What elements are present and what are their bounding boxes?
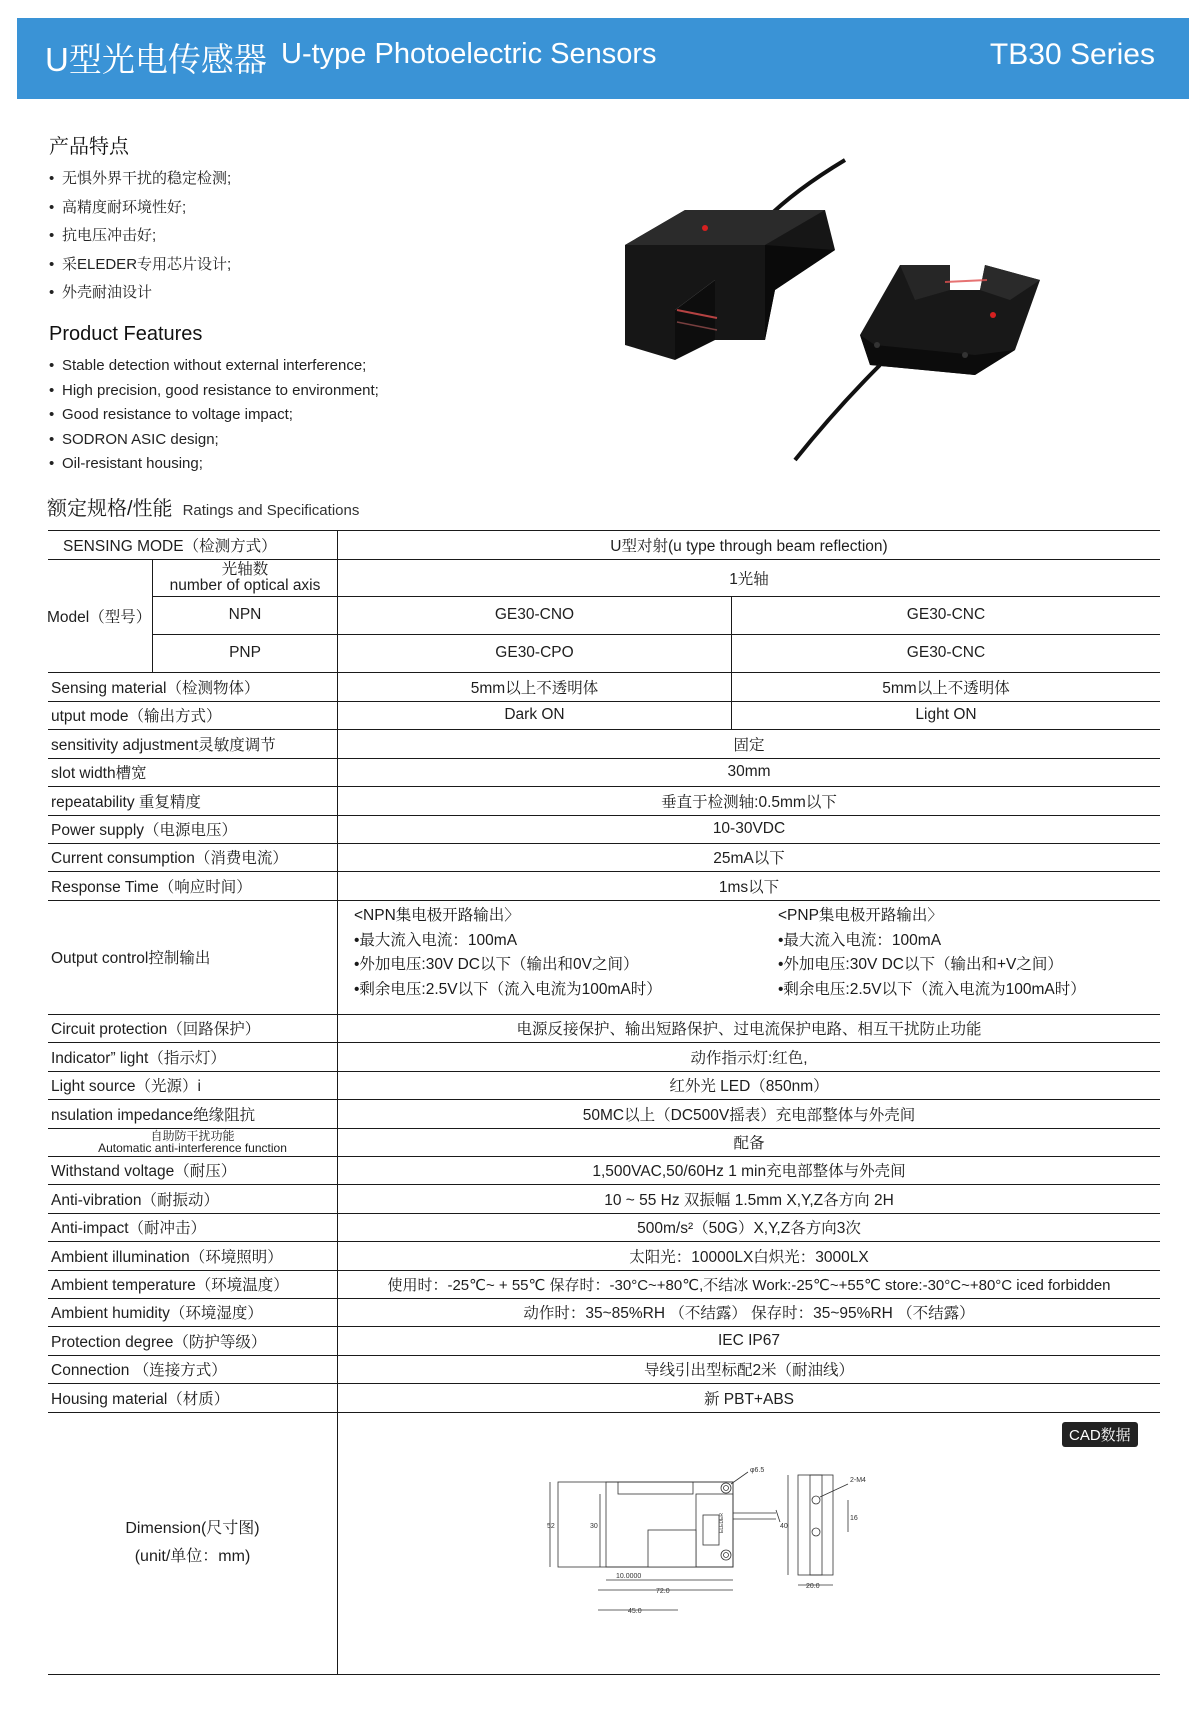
npn-line: •剩余电压:2.5V以下（流入电流为100mA时） — [354, 980, 662, 998]
title-cn: U型光电传感器 — [45, 41, 267, 78]
spec-value-humidity: 动作时：35~85%RH （不结露） 保存时：35~95%RH （不结露） — [523, 1305, 975, 1322]
feature-cn-item: • 无惧外界干扰的稳定检测; — [49, 165, 231, 194]
spec-value-sensing-material-a: 5mm以上不透明体 — [470, 679, 599, 697]
spec-label-current: Current consumption（消费电流） — [51, 850, 288, 867]
product-photo — [615, 150, 1045, 470]
feature-en-item: • SODRON ASIC design; — [49, 428, 379, 453]
spec-value-anti-vibration: 10 ~ 55 Hz 双振幅 1.5mm X,Y,Z各方向 2H — [604, 1191, 894, 1209]
features-en-list — [49, 354, 379, 477]
spec-value-npn-b: GE30-CNC — [906, 606, 986, 623]
feature-cn-item: • 外壳耐油设计 — [49, 279, 231, 308]
dim-phi: φ6.5 — [750, 1467, 765, 1474]
dim-side-height: 40 — [780, 1523, 788, 1530]
anti-interference-cn: 自助防干扰功能 — [150, 1129, 235, 1143]
spec-label-insulation: nsulation impedance绝缘阻抗 — [51, 1106, 256, 1124]
series-label: TB30 Series — [989, 38, 1155, 71]
spec-value-protection: IEC IP67 — [717, 1331, 781, 1349]
spec-label-npn: NPN — [228, 606, 262, 623]
spec-value-repeatability: 垂直于检测轴:0.5mm以下 — [661, 793, 837, 811]
dim-pitch: 45.0 — [628, 1608, 642, 1615]
feature-cn-item: • 采ELEDER专用芯片设计; — [49, 251, 231, 280]
output-control-pnp — [778, 904, 1086, 1002]
spec-label-repeatability: repeatability 重复精度 — [51, 793, 201, 811]
spec-heading-en: Ratings and Specifications — [182, 502, 360, 519]
spec-label-withstand: Withstand voltage（耐压） — [51, 1163, 237, 1180]
spec-value-power-supply: 10-30VDC — [712, 820, 786, 837]
spec-value-anti-impact: 500m/s²（50G）X,Y,Z各方向3次 — [637, 1220, 861, 1237]
spec-value-indicator: 动作指示灯:红色, — [690, 1049, 808, 1067]
spec-label-connection: Connection （连接方式） — [51, 1362, 227, 1379]
spec-label-dimension — [48, 1412, 337, 1674]
spec-heading-cn: 额定规格/性能 — [47, 498, 173, 520]
spec-label-slot-width: slot width槽宽 — [51, 765, 147, 782]
spec-label-model: Model（型号） — [47, 608, 152, 626]
feature-en-item: • High precision, good resistance to environment; — [49, 379, 379, 404]
pnp-line: •最大流入电流：100mA — [778, 931, 942, 949]
spec-label-power-supply: Power supply（电源电压） — [51, 822, 238, 839]
spec-label-housing: Housing material（材质） — [51, 1390, 230, 1408]
spec-value-light-source: 红外光 LED（850nm） — [669, 1078, 829, 1095]
pnp-line: •剩余电压:2.5V以下（流入电流为100mA时） — [778, 980, 1086, 998]
spec-value-illumination: 太阳光：10000LX白炽光：3000LX — [629, 1248, 869, 1266]
spec-label-light-source: Light source（光源）i — [51, 1078, 201, 1095]
spec-value-sensing-mode: U型对射(u type through beam reflection) — [610, 537, 888, 555]
title-en: U-type Photoelectric Sensors — [281, 38, 657, 70]
spec-value-pnp-b: GE30-CNC — [906, 644, 986, 661]
feature-en-item: • Stable detection without external interference; — [49, 354, 379, 379]
features-cn-title: 产品特点 — [49, 136, 129, 158]
npn-line: •最大流入电流：100mA — [354, 931, 518, 949]
dim-offset: 10.0000 — [616, 1573, 642, 1580]
spec-label-sensing-mode: SENSING MODE（检测方式） — [63, 537, 277, 555]
spec-value-sensitivity: 固定 — [733, 736, 765, 754]
npn-line: <NPN集电极开路输出〉 — [354, 907, 520, 924]
spec-label-response: Response Time（响应时间） — [51, 878, 252, 896]
feature-cn-item: • 高精度耐环境性好; — [49, 194, 231, 223]
spec-label-anti-vibration: Anti-vibration（耐振动） — [51, 1191, 219, 1209]
features-cn-list — [49, 165, 231, 308]
anti-interference-en: Automatic anti-interference function — [98, 1141, 287, 1155]
dim-hole-spacing: 16 — [850, 1515, 858, 1522]
spec-value-circuit-protection: 电源反接保护、输出短路保护、过电流保护电路、相互干扰防止功能 — [516, 1021, 982, 1038]
spec-label-indicator: Indicator” light（指示灯） — [51, 1049, 226, 1067]
spec-value-pnp-a: GE30-CPO — [495, 644, 574, 661]
spec-label-sensitivity: sensitivity adjustment灵敏度调节 — [51, 736, 276, 754]
spec-value-connection: 导线引出型标配2米（耐油线） — [643, 1362, 855, 1379]
drawing-logo: ELEDER — [719, 1512, 725, 1533]
features-en-title: Product Features — [49, 323, 203, 345]
dimension-unit: (unit/单位：mm) — [134, 1548, 251, 1565]
spec-label-humidity: Ambient humidity（环境湿度） — [51, 1305, 263, 1322]
spec-value-sensing-material-b: 5mm以上不透明体 — [882, 679, 1010, 697]
header-banner — [17, 18, 1189, 99]
spec-value-optical-axis: 1光轴 — [729, 570, 769, 588]
spec-value-output-mode-a: Dark ON — [504, 706, 565, 723]
dim-screw: 2-M4 — [850, 1477, 866, 1484]
spec-value-temperature: 使用时：-25℃~ + 55℃ 保存时：-30°C~+80℃,不结冰 Work:-25℃~+55℃ store:-30°C~+80°C iced forbidden — [387, 1276, 1111, 1294]
spec-label-anti-interference — [48, 1128, 337, 1156]
spec-value-housing: 新 PBT+ABS — [703, 1390, 795, 1408]
feature-cn-item: • 抗电压冲击好; — [49, 222, 231, 251]
spec-value-output-mode-b: Light ON — [915, 706, 977, 723]
spec-label-output-control: Output control控制输出 — [51, 950, 211, 967]
spec-label-anti-impact: Anti-impact（耐冲击） — [51, 1220, 207, 1237]
spec-value-response: 1ms以下 — [718, 878, 780, 896]
spec-value-current: 25mA以下 — [713, 850, 785, 867]
pnp-line: <PNP集电极开路输出〉 — [778, 907, 943, 924]
spec-label-sensing-material: Sensing material（检测物体） — [51, 679, 260, 697]
optical-axis-en: number of optical axis — [169, 576, 321, 594]
spec-label-protection: Protection degree（防护等级） — [51, 1333, 267, 1351]
spec-label-circuit-protection: Circuit protection（回路保护） — [51, 1021, 261, 1038]
dimension-drawing — [548, 1460, 928, 1630]
spec-value-anti-interference: 配备 — [733, 1135, 765, 1152]
optical-axis-cn: 光轴数 — [221, 560, 269, 578]
spec-label-optical-axis — [153, 559, 337, 596]
spec-value-slot-width: 30mm — [727, 763, 771, 780]
dim-width: 20.0 — [806, 1583, 820, 1590]
spec-value-insulation: 50MC以上（DC500V摇表）充电部整体与外壳间 — [582, 1106, 916, 1124]
spec-heading — [47, 492, 359, 521]
feature-en-item: • Good resistance to voltage impact; — [49, 403, 379, 428]
npn-line: •外加电压:30V DC以下（输出和0V之间） — [354, 956, 639, 973]
spec-value-withstand: 1,500VAC,50/60Hz 1 min充电部整体与外壳间 — [592, 1163, 906, 1180]
dim-height: 52 — [547, 1523, 555, 1530]
spec-value-npn-a: GE30-CNO — [494, 606, 575, 623]
dim-length: 72.0 — [656, 1588, 670, 1595]
spec-label-temperature: Ambient temperature（环境温度） — [51, 1277, 289, 1294]
spec-label-pnp: PNP — [229, 644, 261, 661]
spec-label-output-mode: utput mode（输出方式） — [51, 708, 222, 725]
spec-label-illumination: Ambient illumination（环境照明） — [51, 1248, 283, 1266]
feature-en-item: • Oil-resistant housing; — [49, 452, 379, 477]
dimension-label: Dimension(尺寸图) — [125, 1520, 260, 1537]
output-control-npn — [354, 904, 662, 1002]
pnp-line: •外加电压:30V DC以下（输出和+V之间） — [778, 956, 1063, 973]
dim-slot: 30 — [590, 1523, 598, 1530]
cad-data-button[interactable]: CAD数据 — [1062, 1422, 1138, 1447]
